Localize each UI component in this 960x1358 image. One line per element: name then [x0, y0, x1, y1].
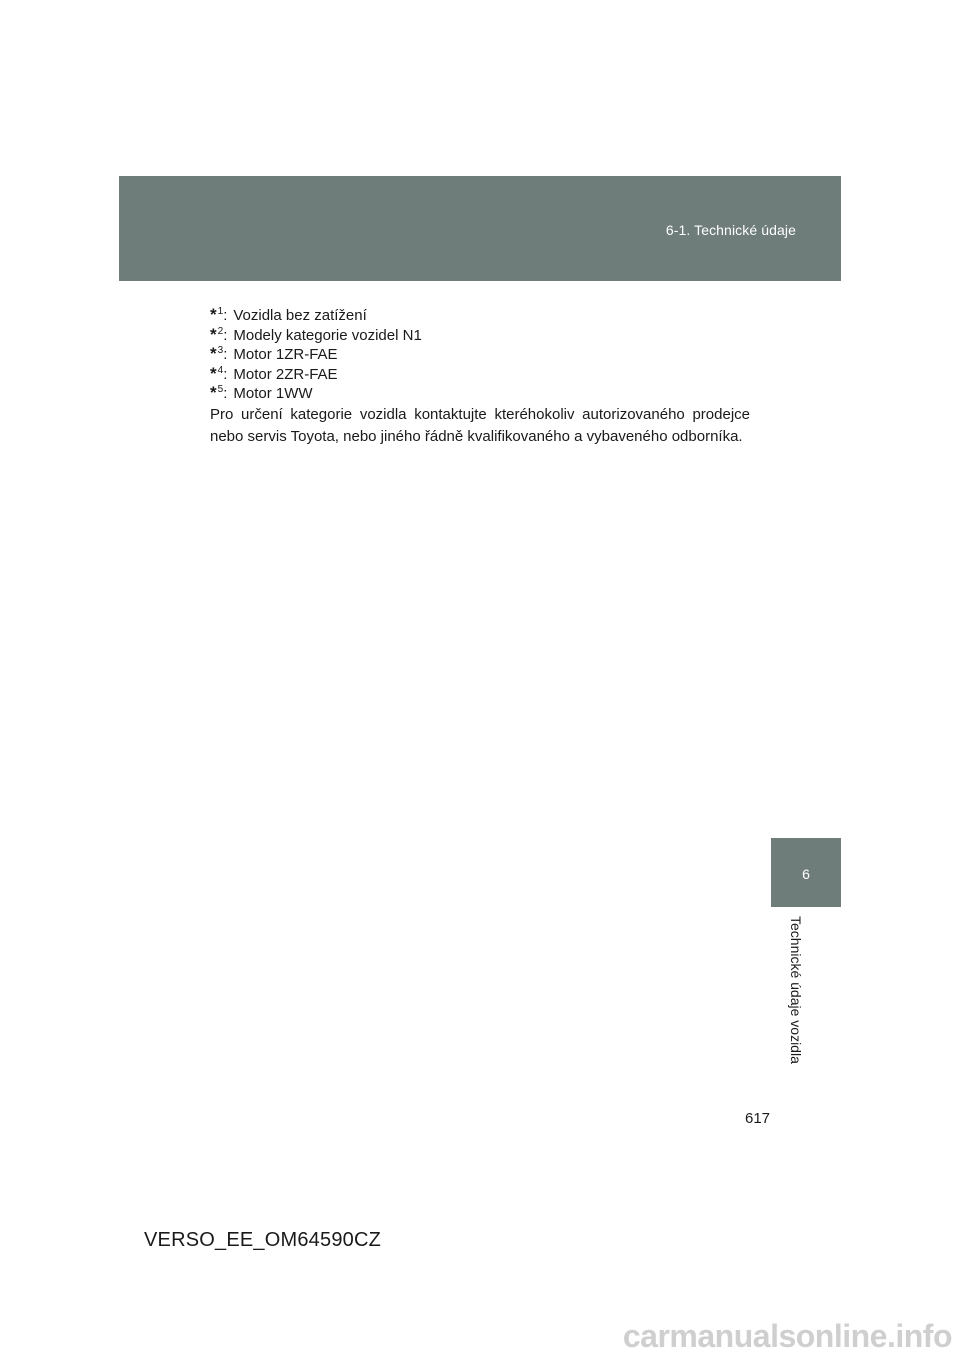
- footnote-asterisk: *: [210, 324, 217, 344]
- footnote-number: 1: [217, 306, 224, 317]
- footnote-item: *$^5$: Motor 1WW: [210, 383, 313, 402]
- chapter-header-band: [119, 176, 841, 281]
- footnote-number: 4: [217, 364, 224, 376]
- footnote-text: Motor 1WW: [233, 385, 313, 402]
- watermark-logo: carmanualsonline.info: [622, 1318, 952, 1354]
- footnote-number: 3: [217, 345, 224, 356]
- footnote-list: [210, 302, 770, 400]
- footnote-item: *$^2$: Modely kategorie vozidel N1: [210, 324, 422, 344]
- footnote-text: Vozidla bez zatížení: [233, 307, 367, 324]
- document-code: VERSO_EE_OM64590CZ: [144, 1229, 382, 1251]
- footnote-asterisk: *: [210, 344, 217, 363]
- footnote-text: Motor 2ZR-FAE: [233, 365, 338, 383]
- chapter-number: 6: [802, 866, 810, 882]
- section-title: 6-1. Technické údaje: [665, 222, 796, 238]
- footnote-asterisk: *: [210, 383, 217, 402]
- footnote-text: Modely kategorie vozidel N1: [233, 326, 422, 344]
- footnote-number: 2: [217, 325, 224, 337]
- page-number: 617: [745, 1110, 771, 1127]
- dealer-contact-note: Pro určení kategorie vozidla kontaktujte kteréhokoliv autorizovaného prodejce nebo servis Toyota, nebo jiného řádně kvalifikovaného a vybaveného odborníka.: [210, 406, 750, 445]
- footnote-asterisk: *: [210, 305, 217, 324]
- chapter-tab: [771, 838, 841, 907]
- footnote-asterisk: *: [210, 363, 217, 383]
- footnote-item: *$^1$: Vozidla bez zatížení: [210, 305, 367, 324]
- footnote-text: Motor 1ZR-FAE: [233, 346, 338, 363]
- footnote-number: 5: [217, 384, 224, 395]
- chapter-tab-label: Technické údaje vozidla: [788, 916, 804, 1064]
- footnote-item: *$^3$: Motor 1ZR-FAE: [210, 344, 338, 363]
- footnote-item: *$^4$: Motor 2ZR-FAE: [210, 363, 338, 383]
